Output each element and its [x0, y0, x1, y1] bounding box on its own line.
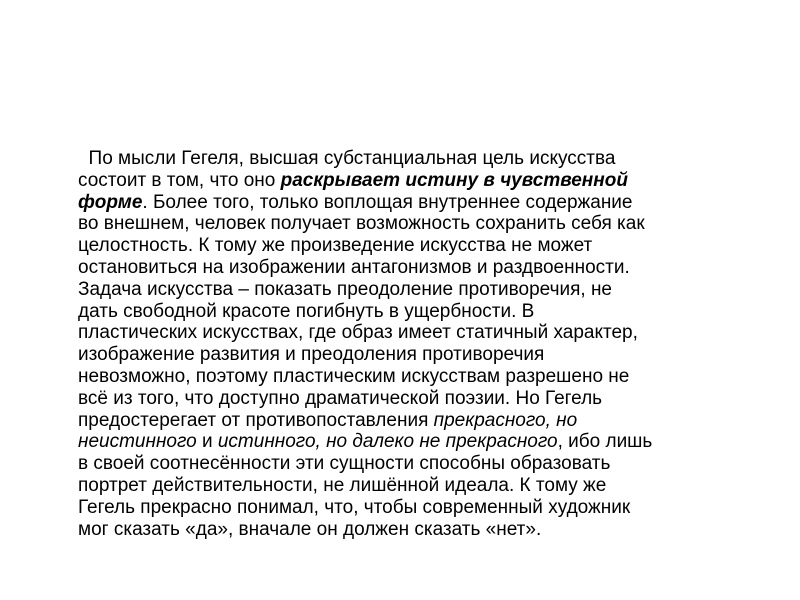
- paragraph-line: [78, 366, 738, 388]
- text-segment: пластических искусствах, где образ имеет статичный характер,: [78, 322, 638, 344]
- paragraph-line: [78, 322, 738, 344]
- paragraph-line: [78, 257, 738, 279]
- emphasis-italic: неистинного: [78, 431, 197, 453]
- paragraph-line: [78, 213, 738, 235]
- emphasis-bold-italic: раскрывает истину в чувственной: [280, 169, 628, 191]
- text-segment: изображение развития и преодоления противоречия: [78, 344, 545, 366]
- paragraph-line: [78, 279, 738, 301]
- text-segment: остановиться на изображении антагонизмов и раздвоенности.: [78, 256, 630, 278]
- emphasis-italic: истинного, но далеко не прекрасного: [217, 431, 558, 453]
- paragraph-line: [78, 497, 738, 519]
- text-segment: Задача искусства – показать преодоление противоречия, не: [78, 278, 613, 300]
- text-segment: во внешнем, человек получает возможность сохранить себя как: [78, 213, 645, 235]
- text-segment: портрет действительности, не лишённой идеала. К тому же: [78, 474, 607, 496]
- body-paragraph: [78, 148, 738, 540]
- paragraph-line: [78, 344, 738, 366]
- paragraph-line: [78, 388, 738, 410]
- emphasis-bold-italic: форме: [78, 191, 143, 213]
- text-segment: Гегель прекрасно понимал, что, чтобы современный художник: [78, 496, 631, 518]
- text-segment: всё из того, что доступно драматической поэзии. Но Гегель: [78, 387, 603, 409]
- paragraph-line: [78, 170, 738, 192]
- paragraph-line: [78, 410, 738, 432]
- text-segment: . Более того, только воплощая внутреннее содержание: [142, 191, 633, 213]
- paragraph-line: [78, 148, 738, 170]
- paragraph-line: [78, 192, 738, 214]
- text-segment: , ибо лишь: [557, 431, 653, 453]
- text-segment: невозможно, поэтому пластическим искусствам разрешено не: [78, 365, 630, 387]
- emphasis-italic: прекрасного, но: [433, 409, 578, 431]
- paragraph-line: [78, 431, 738, 453]
- text-segment: мог сказать «да», вначале он должен сказать «нет».: [78, 518, 542, 540]
- text-segment: и: [196, 431, 218, 453]
- paragraph-line: [78, 235, 738, 257]
- paragraph-line: [78, 475, 738, 497]
- text-segment: дать свободной красоте погибнуть в ущербности. В: [78, 300, 535, 322]
- text-segment: предостерегает от противопоставления: [78, 409, 434, 431]
- paragraph-line: [78, 453, 738, 475]
- text-segment: в своей соотнесённости эти сущности способны образовать: [78, 453, 611, 475]
- paragraph-line: [78, 519, 738, 541]
- text-segment: По мысли Гегеля, высшая субстанциальная цель искусства: [78, 148, 616, 169]
- text-segment: состоит в том, что оно: [78, 169, 281, 191]
- text-segment: целостность. К тому же произведение искусства не может: [78, 235, 593, 257]
- paragraph-line: [78, 301, 738, 323]
